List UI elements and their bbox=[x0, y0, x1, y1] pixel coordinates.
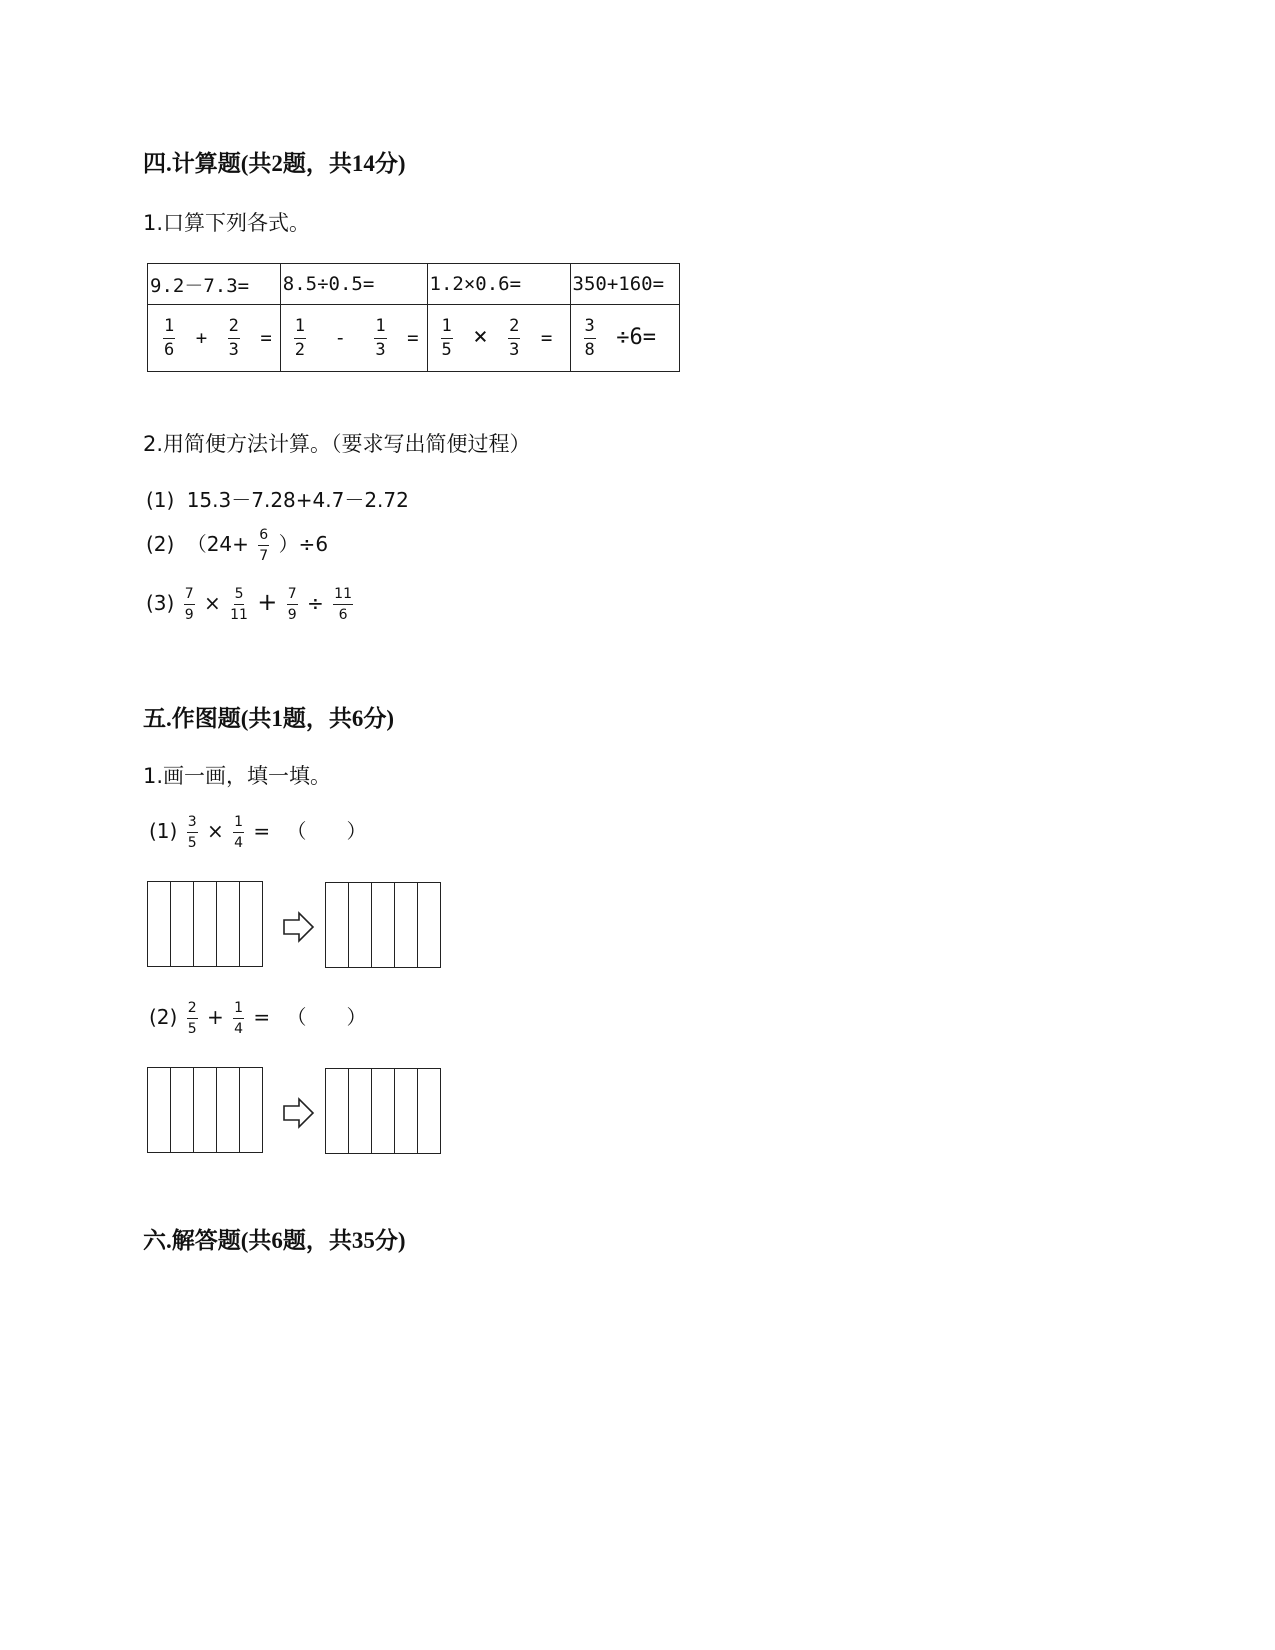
item-label: (2) bbox=[146, 532, 175, 556]
fraction: $\frac{1}{3}$ bbox=[375, 315, 386, 360]
draw-item-1 bbox=[149, 815, 367, 850]
operator: + bbox=[195, 326, 208, 349]
table-cell: 1.2×0.6= bbox=[427, 264, 570, 305]
rectangle-part bbox=[395, 1069, 418, 1153]
table-cell bbox=[570, 305, 679, 372]
fraction: $\frac{6}{7}$ bbox=[259, 527, 269, 564]
rectangle-part bbox=[217, 1068, 240, 1152]
right-arrow-icon bbox=[282, 1096, 316, 1130]
right-arrow-icon bbox=[282, 910, 316, 944]
question-5-1-text: 1.画一画，填一填。 bbox=[143, 764, 332, 788]
fraction: $\frac{1}{6}$ bbox=[164, 315, 175, 360]
fraction: $\frac{1}{2}$ bbox=[294, 315, 306, 360]
equals: = bbox=[540, 326, 553, 349]
table-cell: 350+160= bbox=[570, 264, 679, 305]
rectangle-part bbox=[194, 882, 217, 966]
fraction: $\frac{5}{11}$ bbox=[230, 586, 248, 623]
rectangle-part bbox=[148, 1068, 171, 1152]
fraction: $\frac{1}{5}$ bbox=[441, 315, 452, 360]
operator: ÷ bbox=[307, 591, 324, 615]
rectangle-part bbox=[395, 883, 418, 967]
rectangle-part bbox=[349, 883, 372, 967]
equals: = bbox=[253, 1005, 271, 1029]
answer-blank: （ ） bbox=[286, 1005, 367, 1029]
fraction: $\frac{7}{9}$ bbox=[287, 586, 297, 623]
rectangle-part bbox=[372, 883, 395, 967]
section-6-title: 六.解答题(共6题，共35分) bbox=[143, 1228, 406, 1253]
rectangle-part bbox=[418, 1069, 440, 1153]
fraction-rectangle-left bbox=[147, 881, 263, 967]
operator: × bbox=[206, 819, 224, 843]
expression-suffix: ）÷6 bbox=[278, 532, 329, 556]
fraction-rectangle-left bbox=[147, 1067, 263, 1153]
simplify-item-1 bbox=[146, 484, 409, 513]
rectangle-part bbox=[418, 883, 440, 967]
rectangle-part bbox=[171, 1068, 194, 1152]
expression-prefix: （24+ bbox=[186, 532, 249, 556]
item-label: (1) bbox=[146, 488, 175, 512]
rectangle-part bbox=[326, 883, 349, 967]
rectangle-part bbox=[148, 882, 171, 966]
operator: × bbox=[203, 591, 221, 615]
operator: + bbox=[206, 1005, 224, 1029]
answer-blank: （ ） bbox=[286, 819, 367, 843]
equals: = bbox=[407, 326, 419, 349]
expression: 15.3－7.28+4.7－2.72 bbox=[186, 488, 409, 512]
section-5-title: 五.作图题(共1题，共6分) bbox=[143, 706, 395, 731]
rectangle-part bbox=[349, 1069, 372, 1153]
item-label: (3) bbox=[146, 591, 175, 615]
rectangle-part bbox=[217, 882, 240, 966]
fraction: $\frac{1}{4}$ bbox=[234, 1000, 244, 1037]
fraction: $\frac{7}{9}$ bbox=[184, 586, 194, 623]
table-cell bbox=[427, 305, 570, 372]
fraction: $\frac{2}{3}$ bbox=[228, 315, 239, 360]
rectangle-part bbox=[372, 1069, 395, 1153]
simplify-item-2 bbox=[146, 528, 328, 563]
rectangle-part bbox=[194, 1068, 217, 1152]
operator: × bbox=[473, 321, 488, 350]
rectangle-part bbox=[240, 1068, 262, 1152]
operator: - bbox=[334, 326, 346, 349]
rectangle-part bbox=[326, 1069, 349, 1153]
rectangle-part bbox=[171, 882, 194, 966]
table-cell: 9.2－7.3= bbox=[148, 264, 281, 305]
table-cell: 8.5÷0.5= bbox=[280, 264, 427, 305]
fraction-rectangle-right bbox=[325, 882, 441, 968]
equals: = bbox=[253, 819, 271, 843]
fraction-rectangle-right bbox=[325, 1068, 441, 1154]
table-cell bbox=[280, 305, 427, 372]
fraction: $\frac{3}{5}$ bbox=[187, 814, 197, 851]
fraction: $\frac{11}{6}$ bbox=[334, 586, 352, 623]
operator: ÷6= bbox=[616, 324, 656, 350]
simplify-item-3 bbox=[146, 587, 356, 622]
question-4-1-text: 1.口算下列各式。 bbox=[143, 211, 311, 235]
fraction: $\frac{2}{3}$ bbox=[509, 315, 520, 360]
operator: + bbox=[257, 588, 278, 616]
table-cell bbox=[148, 305, 281, 372]
fraction: $\frac{2}{5}$ bbox=[187, 1000, 197, 1037]
item-label: (2) bbox=[149, 1005, 178, 1029]
rectangle-part bbox=[240, 882, 262, 966]
fraction: $\frac{3}{8}$ bbox=[584, 315, 595, 360]
section-4-title: 四.计算题(共2题，共14分) bbox=[143, 151, 406, 176]
fraction: $\frac{1}{4}$ bbox=[234, 814, 244, 851]
draw-item-2 bbox=[149, 1001, 367, 1036]
mental-math-table bbox=[147, 263, 680, 372]
question-4-2-text: 2.用简便方法计算。（要求写出简便过程） bbox=[143, 432, 531, 456]
equals: = bbox=[260, 326, 272, 349]
item-label: (1) bbox=[149, 819, 178, 843]
